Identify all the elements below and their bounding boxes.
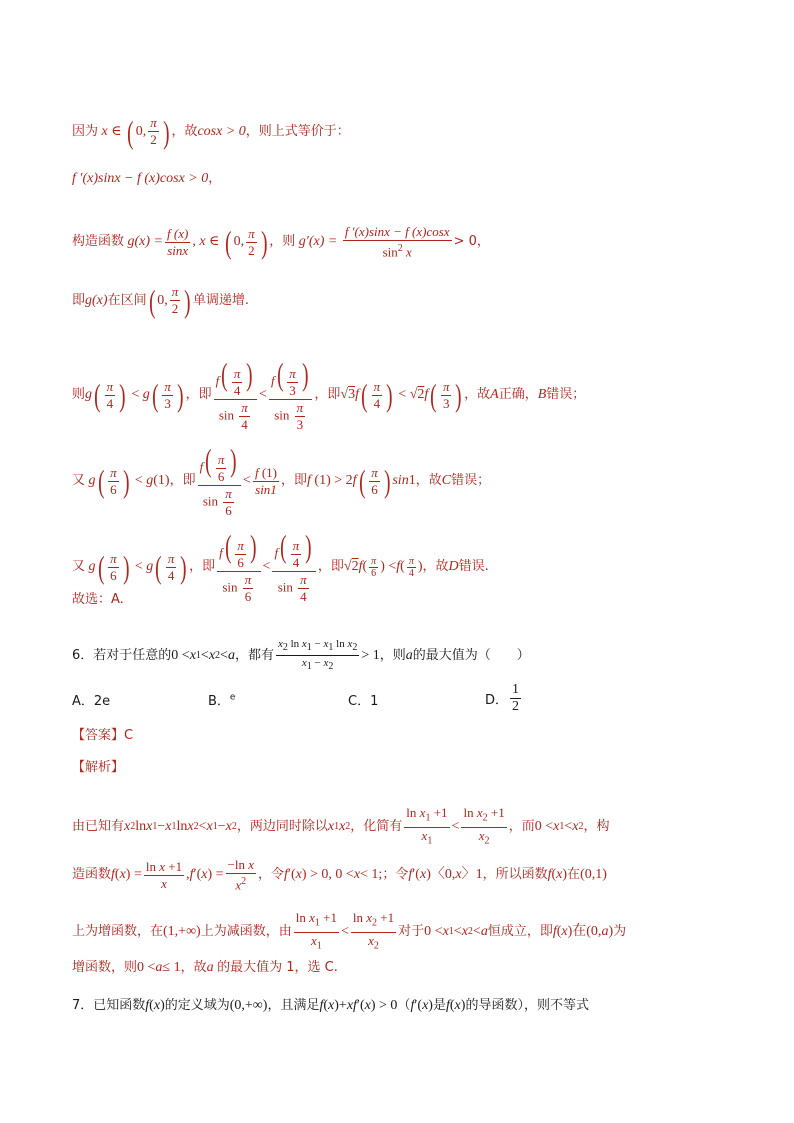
solution-line-2: f ′(x)sinx − f (x)cosx > 0 ， bbox=[72, 171, 222, 186]
option-c[interactable]: C．1 bbox=[348, 694, 379, 709]
analysis-line-2: 造函数 f ( x ) = $\frac{\text{ln x +1}}{x}$ , f ′( x ) = $\frac{\text{−ln x}}{x^2}$ ，令 f ′( x ) > 0, 0 < x < 1; ；令 f ′( x )〈0, x 〉1 ，所以函数 f ( x ) 在 (0,1) bbox=[72, 857, 607, 893]
question-7: 7．已知函数 f ( x ) 的定义域为 (0,+∞) ，且满足 f ( x )+ xf ′( x ) > 0 （ f ′( x ) 是 f ( x ) 的导函数），则不等式 bbox=[72, 998, 589, 1013]
solution-line-1: 因为 x ∈ ( 0, $\frac{\pi}{2}$ ) ，故 cosx > 0 ，则上式等价于： bbox=[72, 113, 350, 150]
solution-line-4: 即 g(x) 在区间 ( 0, $\frac{\pi}{2}$ ) 单调递增. bbox=[72, 282, 250, 319]
question-6: 6．若对于任意的 0 < x 1 < x 2 < a ，都有 $\frac{\text{x2 ln x1 − x1 ln x2}}{x1 - x2}$ > 1 ，则 a 的最大值为（ ） bbox=[72, 638, 530, 673]
option-a[interactable]: A．2e bbox=[72, 694, 111, 709]
solution-line-5: 则 g ( $\frac{\pi}{4}$ ) < g ( $\frac{\pi}{3}$ ) ，即 f( $\frac{\pi}{4}$ ) sin $\frac{\pi}{4}$ < f( $\frac{\pi}{3}$ ) sin $\frac{\pi}{3}$ ，即 √ 3 f ( $\frac{\pi}{4}$ ) < √ 2 f ( $\frac{\pi}{3}$ ) ，故 A 正确， B 错误； bbox=[72, 356, 586, 432]
solution-line-6: 又 g ( $\frac{\pi}{6}$ ) < g (1) ，即 f( $\frac{\pi}{6}$ ) sin $\frac{\pi}{6}$ < $\frac{f (1)}{\sin 1}$ ，即 f (1) > 2 f ( $\frac{\pi}{6}$ ) sin 1 ，故 C 错误； bbox=[72, 442, 491, 518]
analysis-line-4: 增函数，则 0 < a ≤ 1 ，故 a 的最大值为 1，选 C. bbox=[72, 960, 338, 975]
answer-line: 【答案】C bbox=[72, 728, 134, 743]
option-d[interactable]: D． $\frac{1}{2}$ bbox=[485, 682, 520, 714]
analysis-line-3: 上为增函数，在 (1,+∞) 上为减函数，由 $\frac{\ln x_1 +1}{x_1}$ < $\frac{\ln x_2 +1}{x_2}$ 对于 0 < x 1 < x 2 < a 恒成立，即 f ( x )在(0, a ) 为 bbox=[72, 910, 627, 952]
solution-line-3: 构造函数 g(x) = $\frac{f (x)}{\sin x}$ , x ∈ ( 0, $\frac{\pi}{2}$ ) ，则 g′(x) = $\frac{f '(x)\sin x - f (x)\cos x}{\sin^2 x}$ > 0， bbox=[72, 224, 490, 261]
choice-line: 故选：A. bbox=[72, 592, 124, 607]
solution-line-7: 又 g ( $\frac{\pi}{6}$ ) < g ( $\frac{\pi}{4}$ ) ，即 f( $\frac{\pi}{6}$ ) sin $\frac{\pi}{6}$ < f( $\frac{\pi}{4}$ ) sin $\frac{\pi}{4}$ ，即 √ 2 f ( $\frac{\pi}{6}$ ) < f ( $\frac{\pi}{4}$ ) ，故 D 错误. bbox=[72, 528, 489, 604]
option-b[interactable]: B．$^e$ bbox=[208, 692, 236, 709]
analysis-heading: 【解析】 bbox=[72, 760, 125, 775]
analysis-line-1: 由已知有 x 2 ln x 1 − x 1 ln x 2 < x 1 − x 2 ，两边同时除以 x 1 x 2 ，化简有 $\frac{\ln x_1 +1}{x_1}$ < $\frac{\ln x_2 +1}{x_2}$ ，而 0 < x 1 < x 2 ，构 bbox=[72, 805, 610, 847]
